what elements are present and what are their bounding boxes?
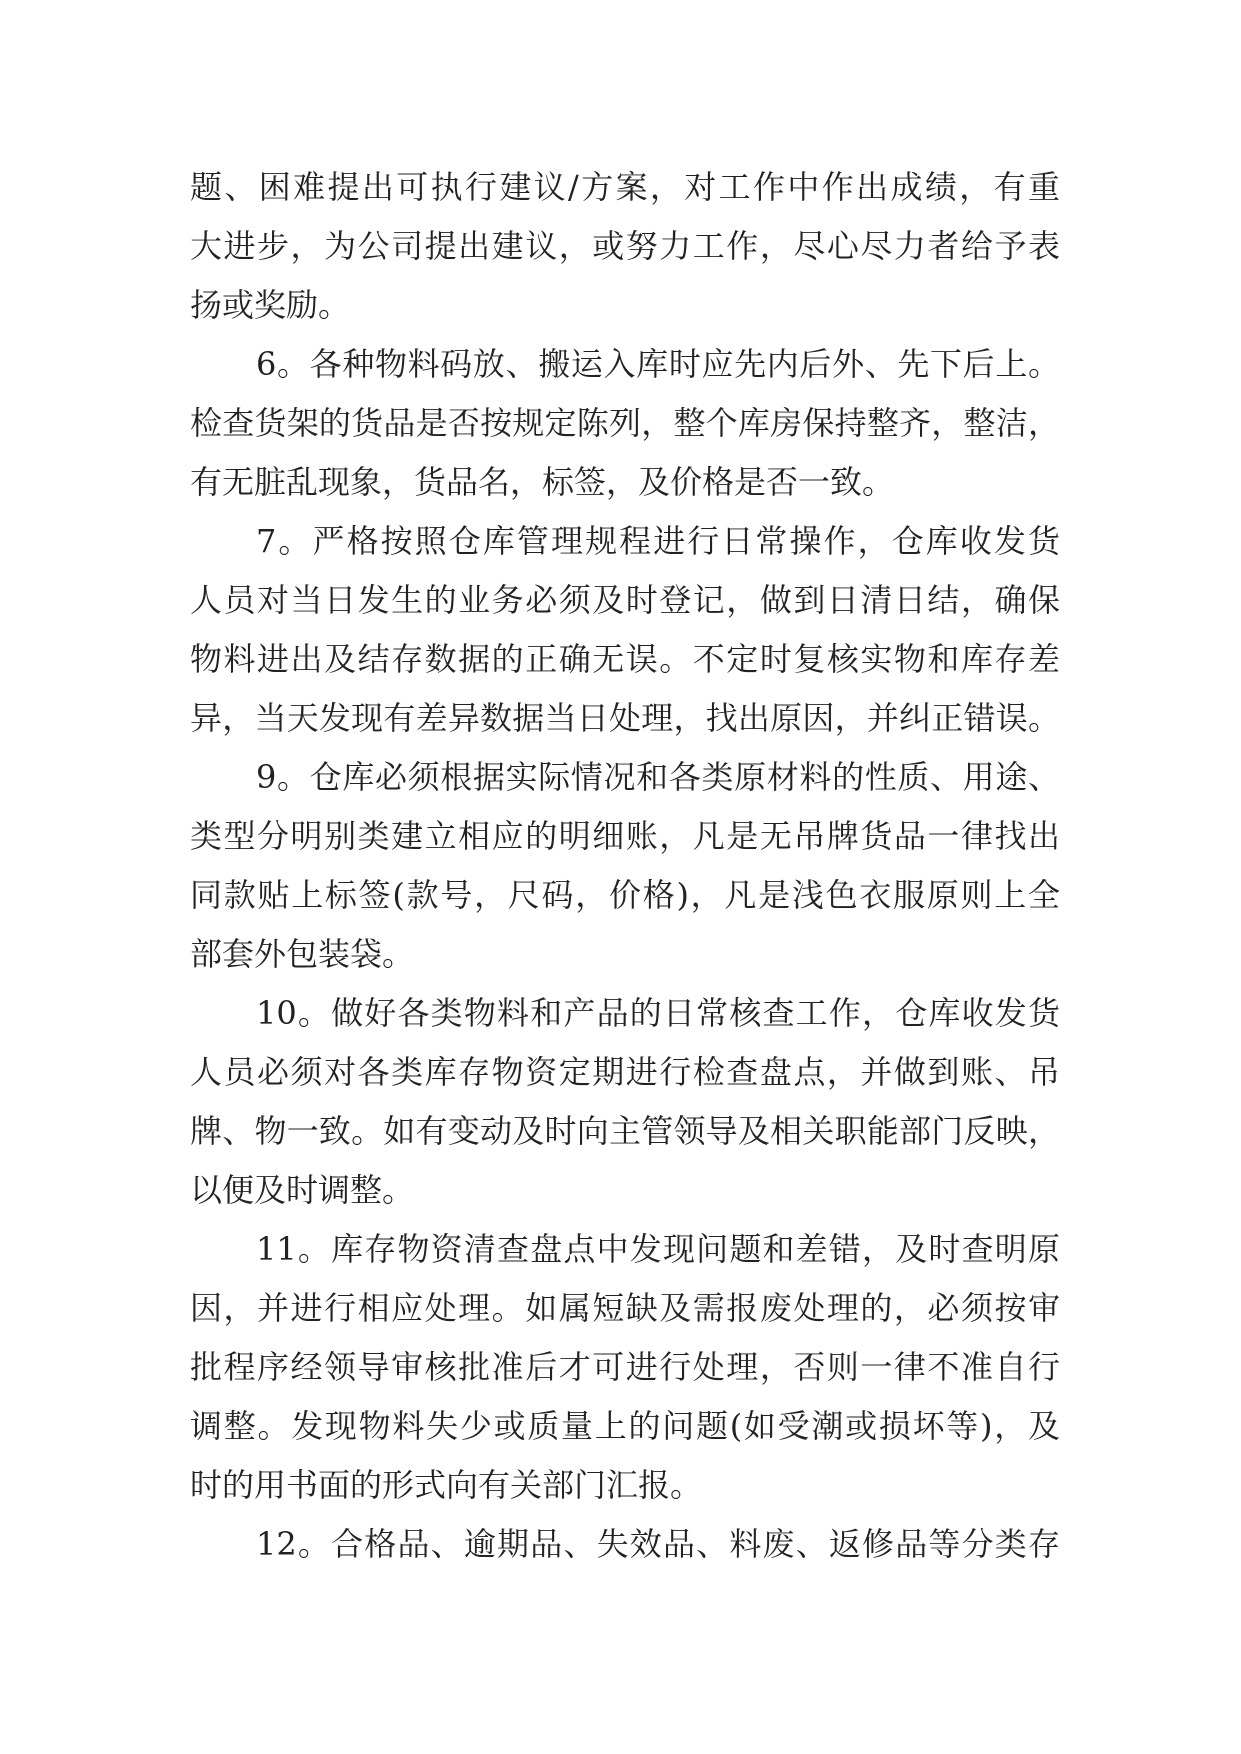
text-line: 调整。发现物料失少或质量上的问题(如受潮或损坏等)，及 bbox=[190, 1407, 1060, 1445]
document-body bbox=[190, 158, 1060, 1574]
text-line: 11。库存物资清查盘点中发现问题和差错，及时查明原 bbox=[256, 1230, 1060, 1268]
text-line: 6。各种物料码放、搬运入库时应先内后外、先下后上。 bbox=[256, 345, 1060, 383]
text-line: 大进步，为公司提出建议，或努力工作，尽心尽力者给予表 bbox=[190, 227, 1060, 265]
text-line: 类型分明别类建立相应的明细账，凡是无吊牌货品一律找出 bbox=[190, 817, 1060, 855]
text-line: 7。严格按照仓库管理规程进行日常操作，仓库收发货 bbox=[256, 522, 1060, 560]
text-line: 时的用书面的形式向有关部门汇报。 bbox=[190, 1466, 703, 1504]
text-line: 12。合格品、逾期品、失效品、料废、返修品等分类存 bbox=[256, 1525, 1060, 1563]
text-line: 批程序经领导审核批准后才可进行处理，否则一律不准自行 bbox=[190, 1348, 1060, 1386]
text-line: 题、困难提出可执行建议/方案，对工作中作出成绩，有重 bbox=[190, 168, 1060, 206]
text-line: 部套外包装袋。 bbox=[190, 935, 415, 973]
text-line: 因，并进行相应处理。如属短缺及需报废处理的，必须按审 bbox=[190, 1289, 1060, 1327]
text-line: 人员对当日发生的业务必须及时登记，做到日清日结，确保 bbox=[190, 581, 1060, 619]
text-line: 牌、物一致。如有变动及时向主管领导及相关职能部门反映， bbox=[190, 1112, 1060, 1150]
text-line: 有无脏乱现象，货品名，标签，及价格是否一致。 bbox=[190, 463, 895, 501]
text-line: 检查货架的货品是否按规定陈列，整个库房保持整齐，整洁， bbox=[190, 404, 1060, 442]
text-line: 人员必须对各类库存物资定期进行检查盘点，并做到账、吊 bbox=[190, 1053, 1060, 1091]
text-line: 10。做好各类物料和产品的日常核查工作，仓库收发货 bbox=[256, 994, 1060, 1032]
text-line: 以便及时调整。 bbox=[190, 1171, 415, 1209]
text-line: 物料进出及结存数据的正确无误。不定时复核实物和库存差 bbox=[190, 640, 1060, 678]
text-line: 扬或奖励。 bbox=[190, 286, 351, 324]
text-line: 同款贴上标签(款号，尺码，价格)，凡是浅色衣服原则上全 bbox=[190, 876, 1060, 914]
text-line: 9。仓库必须根据实际情况和各类原材料的性质、用途、 bbox=[256, 758, 1060, 796]
text-line: 异，当天发现有差异数据当日处理，找出原因，并纠正错误。 bbox=[190, 699, 1060, 737]
